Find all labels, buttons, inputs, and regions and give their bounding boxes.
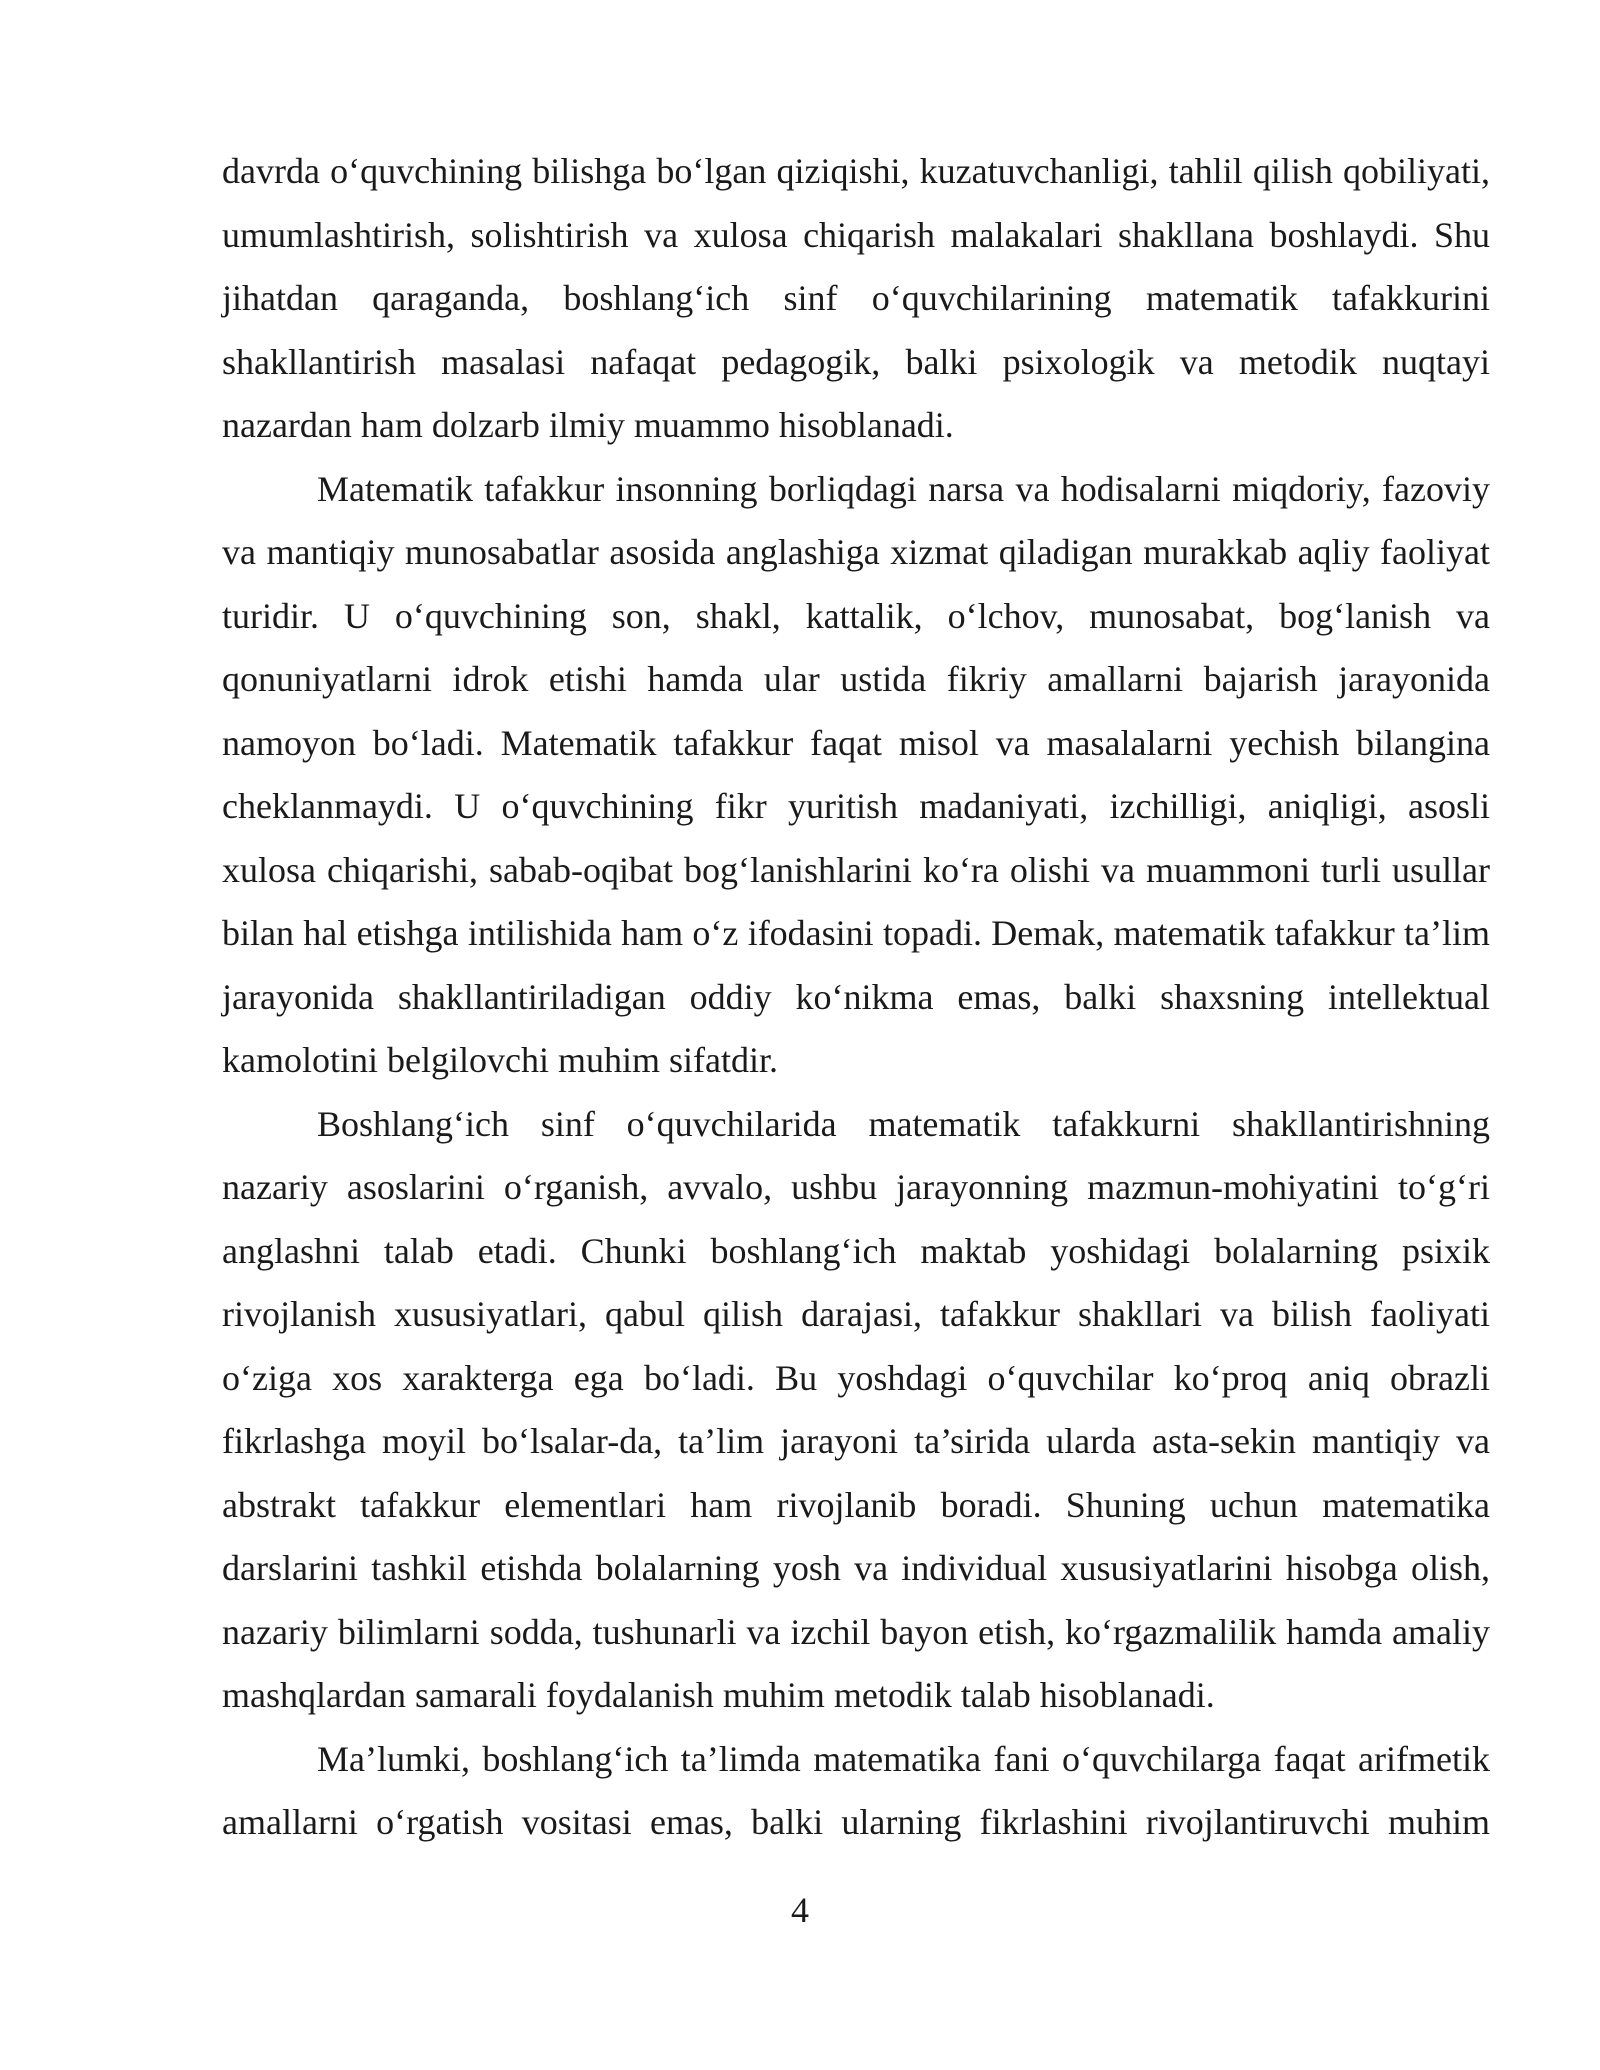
paragraph-2: Matematik tafakkur insonning borliqdagi narsa va hodisalarni miqdoriy, fazoviy va mantiqiy munosabatlar asosida anglashiga xizmat qiladigan murakkab aqliy faoliyat turidir. U o‘quvchining son, shakl, kattalik, o‘lchov, munosabat, bog‘lanish va qonuniyatlarni idrok etishi hamda ular ustida fikriy amallarni bajarish jarayonida namoyon bo‘ladi. Matematik tafakkur faqat misol va masalalarni yechish bilangina cheklanmaydi. U o‘quvchining fikr yuritish madaniyati, izchilligi, aniqligi, asosli xulosa chiqarishi, sabab-oqibat bog‘lanishlarini ko‘ra olishi va muammoni turli usullar bilan hal etishga intilishida ham o‘z ifodasini topadi. Demak, matematik tafakkur ta’lim jarayonida shakllantiriladigan oddiy ko‘nikma emas, balki shaxsning intellektual kamolotini belgilovchi muhim sifatdir.	[222, 468, 1490, 1080]
paragraph-3: Boshlang‘ich sinf o‘quvchilarida matematik tafakkurni shakllantirishning nazariy asoslarini o‘rganish, avvalo, ushbu jarayonning mazmun-mohiyatini to‘g‘ri anglashni talab etadi. Chunki boshlang‘ich maktab yoshidagi bolalarning psixik rivojlanish xususiyatlari, qabul qilish darajasi, tafakkur shakllari va bilish faoliyati o‘ziga xos xarakterga ega bo‘ladi. Bu yoshdagi o‘quvchilar ko‘proq aniq obrazli fikrlashga moyil bo‘lsalar-da, ta’lim jarayoni ta’sirida ularda asta-sekin mantiqiy va abstrakt tafakkur elementlari ham rivojlanib boradi. Shuning uchun matematika darslarini tashkil etishda bolalarning yosh va individual xususiyatlarini hisobga olish, nazariy bilimlarni sodda, tushunarli va izchil bayon etish, ko‘rgazmalilik hamda amaliy mashqlardan samarali foydalanish muhim metodik talab hisoblanadi.	[222, 1103, 1490, 1715]
page-number: 4	[791, 1890, 809, 1930]
document-body	[222, 140, 1490, 1855]
paragraph-4: Ma’lumki, boshlang‘ich ta’limda matematika fani o‘quvchilarga faqat arifmetik amallarni o‘rgatish vositasi emas, balki ularning fikrlashini rivojlantiruvchi muhim	[222, 1738, 1490, 1842]
paragraph-1: davrda o‘quvchining bilishga bo‘lgan qiziqishi, kuzatuvchanligi, tahlil qilish qobiliyati, umumlashtirish, solishtirish va xulosa chiqarish malakalari shakllana boshlaydi. Shu jihatdan qaraganda, boshlang‘ich sinf o‘quvchilarining matematik tafakkurini shakllantirish masalasi nafaqat pedagogik, balki psixologik va metodik nuqtayi nazardan ham dolzarb ilmiy muammo hisoblanadi.	[222, 151, 1490, 445]
